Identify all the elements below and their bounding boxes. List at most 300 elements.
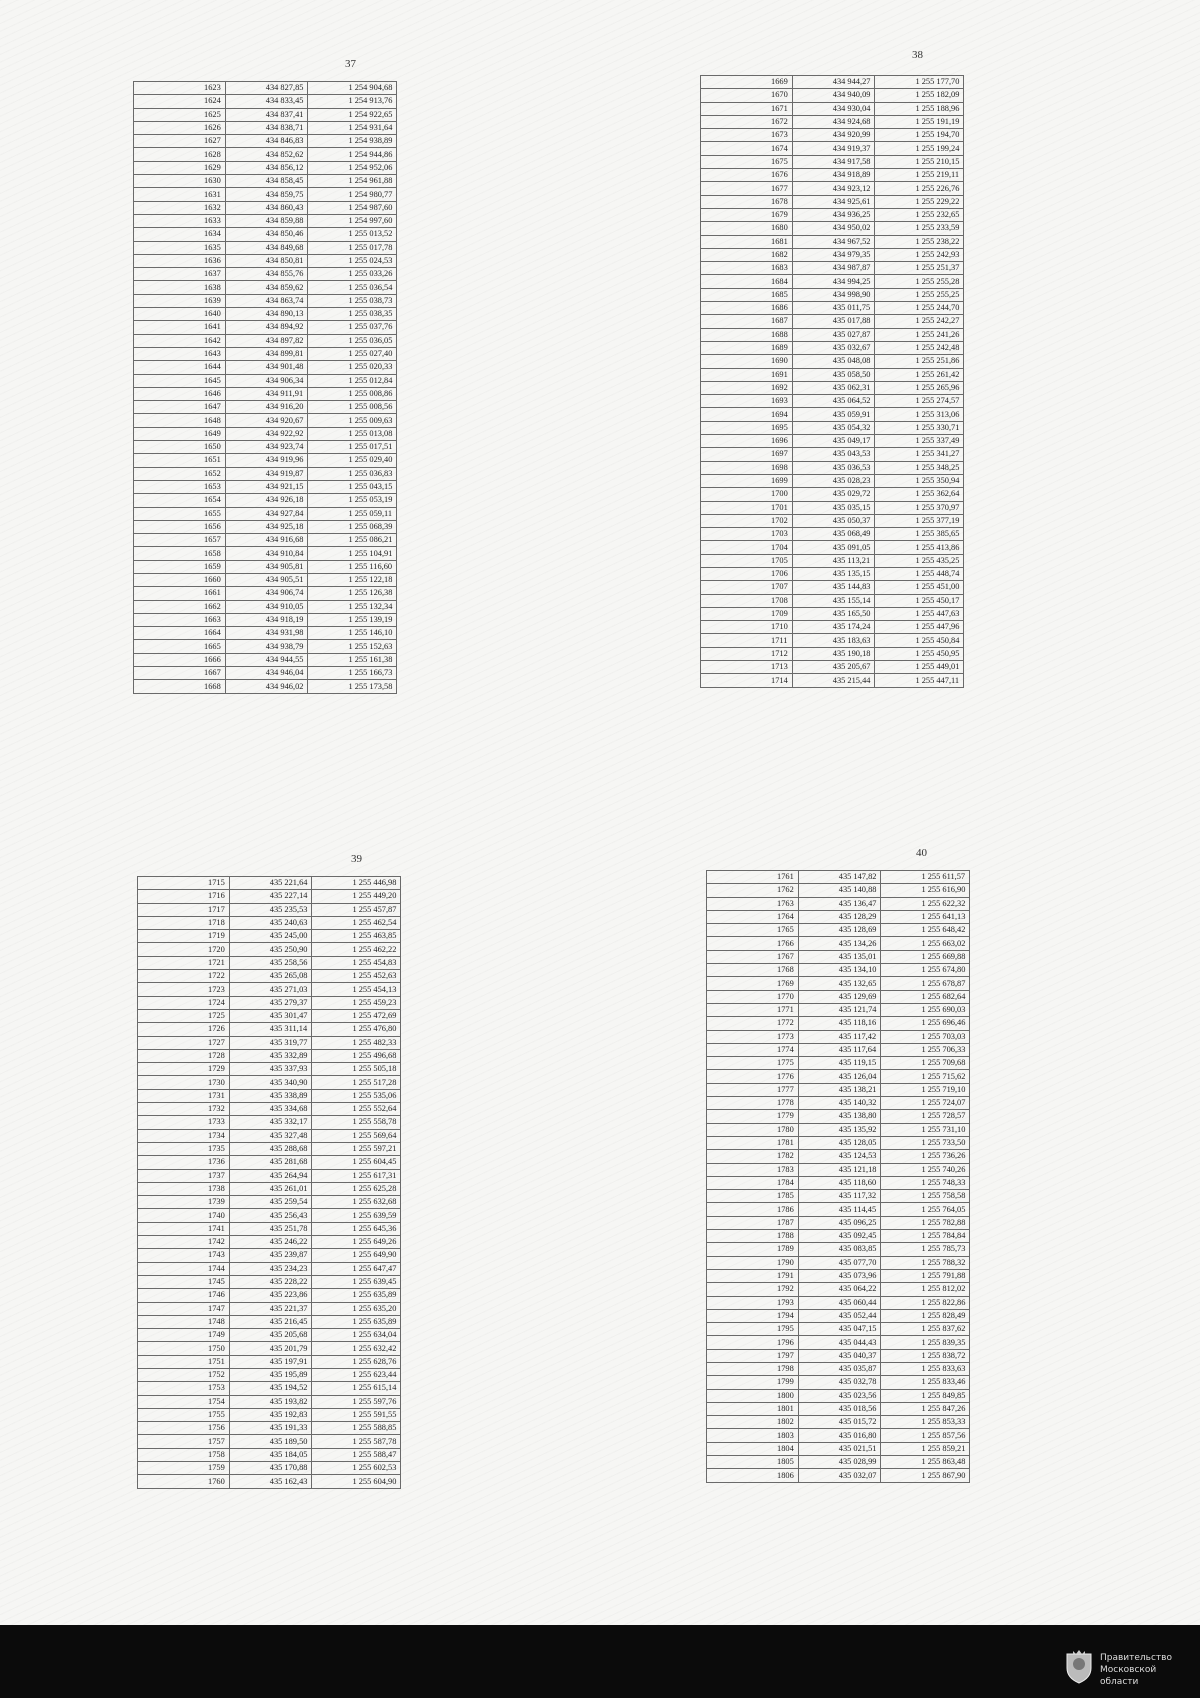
point-number: 1732 bbox=[138, 1103, 230, 1116]
coordinate-x: 434 994,25 bbox=[792, 275, 875, 288]
point-number: 1702 bbox=[701, 514, 793, 527]
table-row bbox=[701, 275, 964, 288]
point-number: 1676 bbox=[701, 169, 793, 182]
table-row bbox=[138, 1063, 401, 1076]
coordinate-y: 1 255 623,44 bbox=[312, 1368, 401, 1381]
point-number: 1640 bbox=[134, 308, 226, 321]
table-row bbox=[134, 587, 397, 600]
coordinate-x: 435 191,33 bbox=[229, 1422, 312, 1435]
coordinate-x: 435 124,53 bbox=[798, 1150, 881, 1163]
point-number: 1718 bbox=[138, 916, 230, 929]
coordinate-x: 434 916,20 bbox=[225, 401, 308, 414]
table-row bbox=[707, 897, 970, 910]
table-row bbox=[134, 427, 397, 440]
coordinate-y: 1 255 166,73 bbox=[308, 667, 397, 680]
point-number: 1795 bbox=[707, 1323, 799, 1336]
coordinate-x: 435 117,64 bbox=[798, 1043, 881, 1056]
coordinate-y: 1 255 558,78 bbox=[312, 1116, 401, 1129]
coordinate-x: 434 920,67 bbox=[225, 414, 308, 427]
coordinate-y: 1 255 632,68 bbox=[312, 1196, 401, 1209]
coordinate-x: 435 028,23 bbox=[792, 474, 875, 487]
coordinate-x: 434 921,15 bbox=[225, 480, 308, 493]
coordinate-y: 1 255 036,05 bbox=[308, 334, 397, 347]
coordinate-x: 435 092,45 bbox=[798, 1230, 881, 1243]
coordinate-y: 1 255 251,37 bbox=[875, 262, 964, 275]
coordinate-y: 1 255 191,19 bbox=[875, 115, 964, 128]
coordinate-y: 1 255 641,13 bbox=[881, 910, 970, 923]
table-row bbox=[701, 421, 964, 434]
coordinate-y: 1 255 625,28 bbox=[312, 1182, 401, 1195]
coordinate-y: 1 255 341,27 bbox=[875, 448, 964, 461]
coordinate-y: 1 255 447,63 bbox=[875, 607, 964, 620]
point-number: 1757 bbox=[138, 1435, 230, 1448]
coat-of-arms-icon bbox=[1063, 1648, 1095, 1684]
coordinate-x: 435 184,05 bbox=[229, 1448, 312, 1461]
table-row bbox=[701, 501, 964, 514]
table-row bbox=[707, 871, 970, 884]
table-row bbox=[138, 1222, 401, 1235]
coordinate-x: 435 327,48 bbox=[229, 1129, 312, 1142]
point-number: 1654 bbox=[134, 494, 226, 507]
point-number: 1698 bbox=[701, 461, 793, 474]
coordinate-x: 435 332,17 bbox=[229, 1116, 312, 1129]
coordinate-y: 1 255 219,11 bbox=[875, 169, 964, 182]
coordinate-y: 1 255 462,22 bbox=[312, 943, 401, 956]
table-row bbox=[138, 1036, 401, 1049]
footer-org-line2: Московской области bbox=[1100, 1665, 1157, 1687]
point-number: 1764 bbox=[707, 910, 799, 923]
coordinate-x: 434 944,27 bbox=[792, 76, 875, 89]
point-number: 1755 bbox=[138, 1408, 230, 1421]
table-row bbox=[707, 1336, 970, 1349]
point-number: 1726 bbox=[138, 1023, 230, 1036]
coordinate-y: 1 255 038,73 bbox=[308, 294, 397, 307]
coordinate-y: 1 255 126,38 bbox=[308, 587, 397, 600]
coordinate-x: 435 135,92 bbox=[798, 1123, 881, 1136]
table-row bbox=[134, 135, 397, 148]
table-row bbox=[134, 268, 397, 281]
point-number: 1803 bbox=[707, 1429, 799, 1442]
table-row bbox=[701, 102, 964, 115]
coordinate-y: 1 255 552,64 bbox=[312, 1103, 401, 1116]
table-row bbox=[138, 1342, 401, 1355]
coordinate-x: 435 189,50 bbox=[229, 1435, 312, 1448]
coordinate-x: 435 032,07 bbox=[798, 1469, 881, 1482]
coordinate-x: 434 860,43 bbox=[225, 201, 308, 214]
table-row bbox=[138, 1076, 401, 1089]
table-row bbox=[701, 182, 964, 195]
coordinate-x: 435 064,52 bbox=[792, 395, 875, 408]
coordinate-x: 435 319,77 bbox=[229, 1036, 312, 1049]
coordinate-y: 1 255 847,26 bbox=[881, 1402, 970, 1415]
coordinate-x: 435 077,70 bbox=[798, 1256, 881, 1269]
coordinate-y: 1 255 785,73 bbox=[881, 1243, 970, 1256]
coordinate-y: 1 255 517,28 bbox=[312, 1076, 401, 1089]
coordinate-x: 435 265,08 bbox=[229, 970, 312, 983]
table-row bbox=[134, 573, 397, 586]
point-number: 1739 bbox=[138, 1196, 230, 1209]
coordinate-x: 434 927,84 bbox=[225, 507, 308, 520]
page-number: 40 bbox=[916, 847, 927, 859]
table-row bbox=[707, 1429, 970, 1442]
coordinate-x: 434 850,81 bbox=[225, 254, 308, 267]
table-row bbox=[138, 877, 401, 890]
point-number: 1744 bbox=[138, 1262, 230, 1275]
table-row bbox=[138, 1049, 401, 1062]
point-number: 1746 bbox=[138, 1289, 230, 1302]
coordinate-x: 434 919,37 bbox=[792, 142, 875, 155]
point-number: 1769 bbox=[707, 977, 799, 990]
point-number: 1690 bbox=[701, 355, 793, 368]
coordinate-y: 1 255 728,57 bbox=[881, 1110, 970, 1123]
coordinate-x: 435 221,37 bbox=[229, 1302, 312, 1315]
table-row bbox=[138, 1142, 401, 1155]
point-number: 1797 bbox=[707, 1349, 799, 1362]
coordinate-x: 434 897,82 bbox=[225, 334, 308, 347]
point-number: 1658 bbox=[134, 547, 226, 560]
table-row bbox=[138, 1209, 401, 1222]
point-number: 1689 bbox=[701, 341, 793, 354]
coordinates-table bbox=[133, 81, 397, 694]
table-row bbox=[707, 1269, 970, 1282]
point-number: 1781 bbox=[707, 1136, 799, 1149]
point-number: 1668 bbox=[134, 680, 226, 693]
coordinate-y: 1 255 678,87 bbox=[881, 977, 970, 990]
coordinate-x: 435 032,67 bbox=[792, 341, 875, 354]
coordinate-x: 435 136,47 bbox=[798, 897, 881, 910]
coordinate-y: 1 255 350,94 bbox=[875, 474, 964, 487]
coordinate-y: 1 254 931,64 bbox=[308, 121, 397, 134]
point-number: 1678 bbox=[701, 195, 793, 208]
point-number: 1629 bbox=[134, 161, 226, 174]
coordinate-y: 1 255 013,08 bbox=[308, 427, 397, 440]
coordinate-y: 1 255 715,62 bbox=[881, 1070, 970, 1083]
coordinate-x: 435 068,49 bbox=[792, 528, 875, 541]
table-row bbox=[138, 1169, 401, 1182]
table-row bbox=[707, 1003, 970, 1016]
point-number: 1731 bbox=[138, 1089, 230, 1102]
table-row bbox=[707, 1043, 970, 1056]
point-number: 1793 bbox=[707, 1296, 799, 1309]
table-row bbox=[707, 990, 970, 1003]
table-row bbox=[134, 600, 397, 613]
point-number: 1782 bbox=[707, 1150, 799, 1163]
coordinate-x: 435 015,72 bbox=[798, 1416, 881, 1429]
table-row bbox=[707, 1083, 970, 1096]
point-number: 1624 bbox=[134, 95, 226, 108]
coordinate-y: 1 255 086,21 bbox=[308, 534, 397, 547]
coordinate-y: 1 255 447,11 bbox=[875, 674, 964, 687]
table-row bbox=[701, 248, 964, 261]
table-row bbox=[138, 1182, 401, 1195]
coordinate-y: 1 255 182,09 bbox=[875, 89, 964, 102]
table-row bbox=[134, 347, 397, 360]
coordinate-y: 1 255 736,26 bbox=[881, 1150, 970, 1163]
table-row bbox=[701, 169, 964, 182]
table-row bbox=[138, 1408, 401, 1421]
coordinate-y: 1 255 413,86 bbox=[875, 541, 964, 554]
coordinate-x: 435 195,89 bbox=[229, 1368, 312, 1381]
coordinate-x: 435 117,42 bbox=[798, 1030, 881, 1043]
table-row bbox=[707, 1190, 970, 1203]
coordinate-y: 1 255 152,63 bbox=[308, 640, 397, 653]
point-number: 1768 bbox=[707, 964, 799, 977]
table-row bbox=[701, 488, 964, 501]
coordinate-x: 435 194,52 bbox=[229, 1382, 312, 1395]
coordinate-x: 435 144,83 bbox=[792, 581, 875, 594]
point-number: 1644 bbox=[134, 361, 226, 374]
coordinate-y: 1 255 017,78 bbox=[308, 241, 397, 254]
coordinate-y: 1 255 199,24 bbox=[875, 142, 964, 155]
point-number: 1741 bbox=[138, 1222, 230, 1235]
table-row bbox=[707, 1389, 970, 1402]
coordinate-y: 1 255 330,71 bbox=[875, 421, 964, 434]
coordinate-x: 435 134,10 bbox=[798, 964, 881, 977]
coordinate-x: 435 174,24 bbox=[792, 621, 875, 634]
coordinate-y: 1 255 602,53 bbox=[312, 1462, 401, 1475]
coordinate-y: 1 255 634,04 bbox=[312, 1329, 401, 1342]
coordinate-x: 435 197,91 bbox=[229, 1355, 312, 1368]
point-number: 1772 bbox=[707, 1017, 799, 1030]
coordinate-y: 1 255 632,42 bbox=[312, 1342, 401, 1355]
point-number: 1754 bbox=[138, 1395, 230, 1408]
coordinate-x: 435 118,16 bbox=[798, 1017, 881, 1030]
coordinate-y: 1 255 012,84 bbox=[308, 374, 397, 387]
coordinate-x: 435 332,89 bbox=[229, 1049, 312, 1062]
coordinate-x: 434 916,68 bbox=[225, 534, 308, 547]
coordinate-y: 1 255 682,64 bbox=[881, 990, 970, 1003]
point-number: 1673 bbox=[701, 129, 793, 142]
point-number: 1766 bbox=[707, 937, 799, 950]
table-row bbox=[701, 461, 964, 474]
point-number: 1750 bbox=[138, 1342, 230, 1355]
coordinate-y: 1 255 027,40 bbox=[308, 347, 397, 360]
page-number: 39 bbox=[351, 853, 362, 865]
point-number: 1735 bbox=[138, 1142, 230, 1155]
coordinate-y: 1 255 740,26 bbox=[881, 1163, 970, 1176]
table-row bbox=[134, 414, 397, 427]
table-row bbox=[134, 560, 397, 573]
point-number: 1635 bbox=[134, 241, 226, 254]
point-number: 1666 bbox=[134, 653, 226, 666]
coordinate-x: 434 859,62 bbox=[225, 281, 308, 294]
point-number: 1719 bbox=[138, 930, 230, 943]
coordinate-y: 1 255 615,14 bbox=[312, 1382, 401, 1395]
coordinate-y: 1 255 833,63 bbox=[881, 1362, 970, 1375]
point-number: 1691 bbox=[701, 368, 793, 381]
table-row bbox=[707, 1323, 970, 1336]
point-number: 1796 bbox=[707, 1336, 799, 1349]
point-number: 1692 bbox=[701, 381, 793, 394]
point-number: 1650 bbox=[134, 441, 226, 454]
point-number: 1643 bbox=[134, 347, 226, 360]
point-number: 1743 bbox=[138, 1249, 230, 1262]
coordinate-x: 435 246,22 bbox=[229, 1236, 312, 1249]
table-row bbox=[707, 1469, 970, 1482]
table-row bbox=[138, 890, 401, 903]
coordinate-x: 435 258,56 bbox=[229, 956, 312, 969]
point-number: 1792 bbox=[707, 1283, 799, 1296]
coordinate-x: 434 920,99 bbox=[792, 129, 875, 142]
coordinate-x: 434 849,68 bbox=[225, 241, 308, 254]
point-number: 1765 bbox=[707, 924, 799, 937]
coordinate-x: 434 998,90 bbox=[792, 288, 875, 301]
coordinate-y: 1 255 782,88 bbox=[881, 1216, 970, 1229]
coordinate-y: 1 255 822,86 bbox=[881, 1296, 970, 1309]
table-row bbox=[707, 1216, 970, 1229]
coordinate-x: 435 128,29 bbox=[798, 910, 881, 923]
coordinate-x: 434 936,25 bbox=[792, 208, 875, 221]
table-row bbox=[138, 1156, 401, 1169]
coordinate-y: 1 255 462,54 bbox=[312, 916, 401, 929]
coordinate-y: 1 255 244,70 bbox=[875, 302, 964, 315]
coordinate-x: 435 049,17 bbox=[792, 435, 875, 448]
point-number: 1727 bbox=[138, 1036, 230, 1049]
coordinate-x: 434 859,75 bbox=[225, 188, 308, 201]
table-row bbox=[701, 208, 964, 221]
point-number: 1804 bbox=[707, 1442, 799, 1455]
coordinate-x: 435 058,50 bbox=[792, 368, 875, 381]
point-number: 1773 bbox=[707, 1030, 799, 1043]
table-row bbox=[701, 594, 964, 607]
table-row bbox=[134, 547, 397, 560]
table-row bbox=[701, 474, 964, 487]
point-number: 1664 bbox=[134, 627, 226, 640]
table-row bbox=[701, 315, 964, 328]
coordinate-x: 435 240,63 bbox=[229, 916, 312, 929]
coordinate-x: 434 923,74 bbox=[225, 441, 308, 454]
table-row bbox=[707, 1296, 970, 1309]
point-number: 1671 bbox=[701, 102, 793, 115]
coordinate-y: 1 255 616,90 bbox=[881, 884, 970, 897]
point-number: 1806 bbox=[707, 1469, 799, 1482]
coordinate-x: 434 938,79 bbox=[225, 640, 308, 653]
coordinate-y: 1 255 242,93 bbox=[875, 248, 964, 261]
coordinate-y: 1 255 435,25 bbox=[875, 554, 964, 567]
table-row bbox=[138, 1462, 401, 1475]
table-row bbox=[701, 514, 964, 527]
coordinate-x: 435 301,47 bbox=[229, 1009, 312, 1022]
point-number: 1687 bbox=[701, 315, 793, 328]
coordinate-x: 435 035,87 bbox=[798, 1362, 881, 1375]
table-row bbox=[707, 1402, 970, 1415]
table-row bbox=[134, 640, 397, 653]
coordinate-x: 435 029,72 bbox=[792, 488, 875, 501]
point-number: 1660 bbox=[134, 573, 226, 586]
coordinate-y: 1 255 033,26 bbox=[308, 268, 397, 281]
point-number: 1798 bbox=[707, 1362, 799, 1375]
coordinate-x: 435 114,45 bbox=[798, 1203, 881, 1216]
coordinate-x: 435 256,43 bbox=[229, 1209, 312, 1222]
table-row bbox=[701, 395, 964, 408]
coordinate-y: 1 255 764,05 bbox=[881, 1203, 970, 1216]
table-row bbox=[701, 647, 964, 660]
coordinate-x: 435 129,69 bbox=[798, 990, 881, 1003]
table-row bbox=[134, 534, 397, 547]
coordinate-y: 1 255 449,20 bbox=[312, 890, 401, 903]
point-number: 1701 bbox=[701, 501, 793, 514]
table-row bbox=[138, 1262, 401, 1275]
coordinate-x: 435 023,56 bbox=[798, 1389, 881, 1402]
point-number: 1787 bbox=[707, 1216, 799, 1229]
coordinate-y: 1 255 210,15 bbox=[875, 155, 964, 168]
point-number: 1737 bbox=[138, 1169, 230, 1182]
coordinate-x: 435 064,22 bbox=[798, 1283, 881, 1296]
coordinate-y: 1 255 450,95 bbox=[875, 647, 964, 660]
point-number: 1724 bbox=[138, 996, 230, 1009]
coordinate-y: 1 255 647,47 bbox=[312, 1262, 401, 1275]
point-number: 1649 bbox=[134, 427, 226, 440]
coordinate-x: 435 190,18 bbox=[792, 647, 875, 660]
point-number: 1656 bbox=[134, 520, 226, 533]
coordinate-x: 434 905,51 bbox=[225, 573, 308, 586]
table-row bbox=[138, 1475, 401, 1488]
point-number: 1686 bbox=[701, 302, 793, 315]
table-row bbox=[701, 448, 964, 461]
coordinate-y: 1 255 036,83 bbox=[308, 467, 397, 480]
coordinate-y: 1 255 788,32 bbox=[881, 1256, 970, 1269]
coordinate-y: 1 255 451,00 bbox=[875, 581, 964, 594]
table-row bbox=[138, 1315, 401, 1328]
coordinate-x: 435 121,18 bbox=[798, 1163, 881, 1176]
table-row bbox=[701, 115, 964, 128]
table-row bbox=[707, 1150, 970, 1163]
table-row bbox=[138, 970, 401, 983]
table-row bbox=[138, 983, 401, 996]
coordinate-y: 1 255 454,13 bbox=[312, 983, 401, 996]
table-row bbox=[134, 387, 397, 400]
table-row bbox=[134, 653, 397, 666]
coordinate-x: 435 054,32 bbox=[792, 421, 875, 434]
table-row bbox=[707, 924, 970, 937]
table-row bbox=[707, 1123, 970, 1136]
point-number: 1696 bbox=[701, 435, 793, 448]
coordinate-x: 435 140,32 bbox=[798, 1097, 881, 1110]
coordinate-y: 1 254 913,76 bbox=[308, 95, 397, 108]
coordinate-x: 434 827,85 bbox=[225, 82, 308, 95]
coordinate-y: 1 255 139,19 bbox=[308, 613, 397, 626]
point-number: 1776 bbox=[707, 1070, 799, 1083]
coordinate-x: 434 837,41 bbox=[225, 108, 308, 121]
coordinate-x: 434 925,18 bbox=[225, 520, 308, 533]
point-number: 1697 bbox=[701, 448, 793, 461]
table-row bbox=[701, 435, 964, 448]
table-row bbox=[138, 1422, 401, 1435]
coordinate-y: 1 255 496,68 bbox=[312, 1049, 401, 1062]
coordinate-y: 1 255 251,86 bbox=[875, 355, 964, 368]
coordinate-y: 1 255 588,47 bbox=[312, 1448, 401, 1461]
coordinate-y: 1 254 944,86 bbox=[308, 148, 397, 161]
coordinate-y: 1 255 617,31 bbox=[312, 1169, 401, 1182]
point-number: 1783 bbox=[707, 1163, 799, 1176]
point-number: 1695 bbox=[701, 421, 793, 434]
table-row bbox=[138, 996, 401, 1009]
coordinate-y: 1 255 229,22 bbox=[875, 195, 964, 208]
coordinate-y: 1 255 828,49 bbox=[881, 1309, 970, 1322]
coordinate-x: 435 091,05 bbox=[792, 541, 875, 554]
table-row bbox=[134, 308, 397, 321]
footer-org-line1: Правительство bbox=[1100, 1653, 1172, 1663]
table-row bbox=[134, 95, 397, 108]
coordinate-x: 434 924,68 bbox=[792, 115, 875, 128]
coordinate-y: 1 255 024,53 bbox=[308, 254, 397, 267]
coordinate-y: 1 255 535,06 bbox=[312, 1089, 401, 1102]
table-row bbox=[701, 408, 964, 421]
coordinate-x: 435 215,44 bbox=[792, 674, 875, 687]
coordinate-x: 435 279,37 bbox=[229, 996, 312, 1009]
coordinate-y: 1 255 116,60 bbox=[308, 560, 397, 573]
point-number: 1778 bbox=[707, 1097, 799, 1110]
